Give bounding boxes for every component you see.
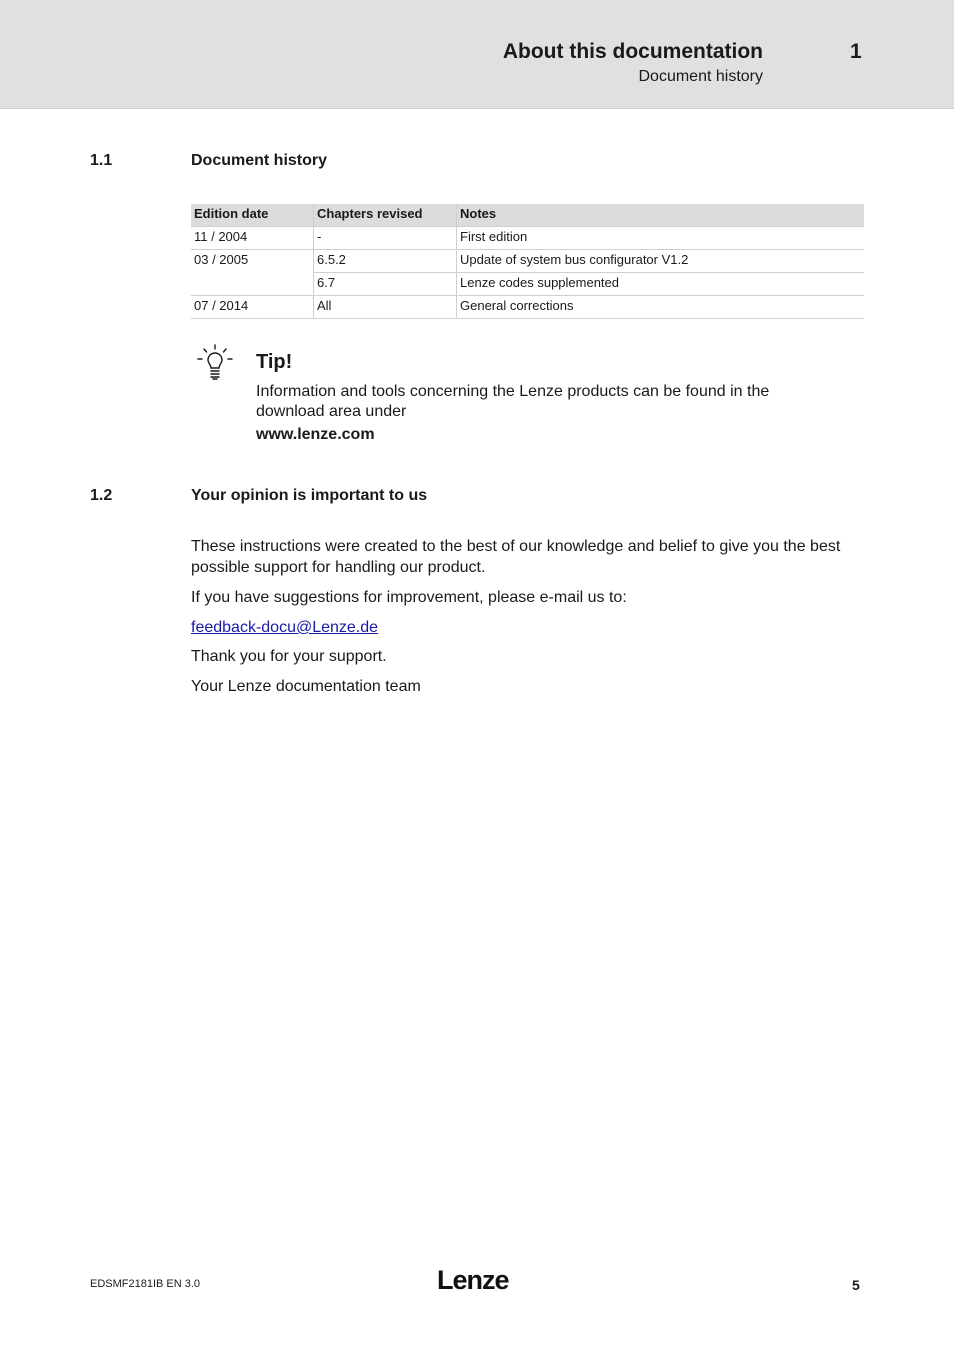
table-cell: 11 / 2004 bbox=[191, 227, 314, 250]
section-number: 1.2 bbox=[90, 487, 113, 504]
table-header-cell: Notes bbox=[457, 204, 865, 227]
table-cell: - bbox=[314, 227, 457, 250]
document-history-table bbox=[191, 204, 864, 319]
tip-url: www.lenze.com bbox=[256, 426, 375, 443]
paragraph: Your Lenze documentation team bbox=[191, 678, 421, 695]
feedback-email-link[interactable]: feedback-docu@Lenze.de bbox=[191, 619, 379, 636]
email-line bbox=[191, 617, 871, 638]
chapter-subtitle: Document history bbox=[638, 68, 763, 85]
table-row bbox=[191, 250, 864, 273]
table-cell bbox=[191, 273, 314, 296]
document-code: EDSMF2181IB EN 3.0 bbox=[90, 1278, 201, 1290]
table-cell: General corrections bbox=[457, 296, 865, 319]
svg-text:Lenze: Lenze bbox=[437, 1265, 509, 1294]
page-header bbox=[0, 0, 954, 109]
table-row bbox=[191, 273, 864, 296]
table-cell: 6.7 bbox=[314, 273, 457, 296]
tip-title: Tip! bbox=[256, 351, 293, 373]
table-cell: All bbox=[314, 296, 457, 319]
chapter-title: About this documentation bbox=[502, 40, 763, 63]
paragraph: If you have suggestions for improvement, please e-mail us to: bbox=[191, 589, 627, 606]
section-title: Your opinion is important to us bbox=[191, 487, 428, 504]
table-cell: First edition bbox=[457, 227, 865, 250]
section-title: Document history bbox=[191, 152, 328, 169]
table-header-cell: Chapters revised bbox=[314, 204, 457, 227]
tip-text: Information and tools concerning the Lenze products can be found in the download area under bbox=[256, 383, 770, 420]
table-cell: 6.5.2 bbox=[314, 250, 457, 273]
table-row bbox=[191, 296, 864, 319]
table-header-cell: Edition date bbox=[191, 204, 314, 227]
section-number: 1.1 bbox=[90, 152, 113, 169]
page-number: 5 bbox=[852, 1277, 860, 1293]
lightbulb-icon bbox=[196, 344, 234, 382]
table-cell: Update of system bus configurator V1.2 bbox=[457, 250, 865, 273]
table-cell: 03 / 2005 bbox=[194, 252, 249, 267]
paragraph: Thank you for your support. bbox=[191, 648, 387, 665]
table-row bbox=[191, 227, 864, 250]
table-cell: 07 / 2014 bbox=[191, 296, 314, 319]
chapter-number: 1 bbox=[850, 40, 862, 63]
paragraph: These instructions were created to the best of our knowledge and belief to give you the best possible support for handling our product. bbox=[191, 538, 841, 576]
lenze-logo bbox=[437, 1264, 515, 1294]
table-cell: Lenze codes supplemented bbox=[457, 273, 865, 296]
table-header-row bbox=[191, 204, 864, 227]
